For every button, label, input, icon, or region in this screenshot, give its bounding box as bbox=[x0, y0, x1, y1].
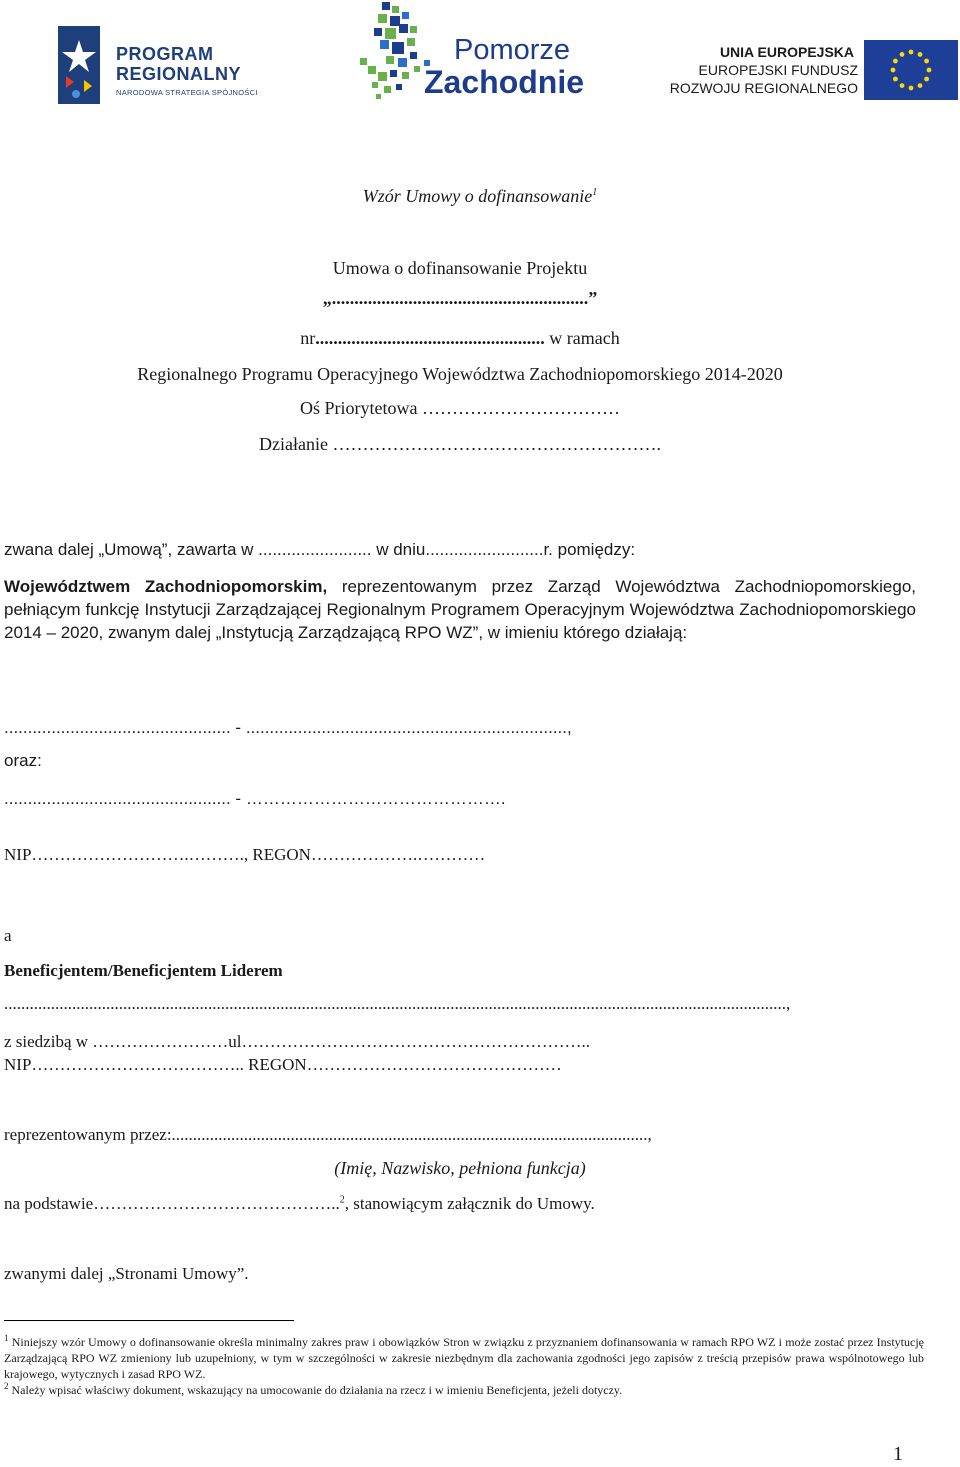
program-line: Regionalnego Programu Operacyjnego Województwa Zachodniopomorskiego 2014-2020 bbox=[137, 364, 783, 384]
voivodeship-description: reprezentowanym przez Zarząd Województwa Zachodniopomorskiego, pełniącym funkcję Instytucji Zarządzającej Regionalnym Programem Operacyjnym Województwa Zachodniopomorskiego 2014 – 2020, zwanym dalej „Instytucją Zarządzającą RPO WZ”, w imieniu którego działają: bbox=[4, 577, 917, 642]
pomorze-logo-line1: Pomorze bbox=[454, 34, 571, 66]
contract-intro: zwana dalej „Umową”, zawarta w ........................ w dniu.........................r. pomiędzy: bbox=[4, 540, 636, 559]
document-subtitle bbox=[0, 186, 960, 207]
seat-line: z siedzibą w ……………………ul…………………………………………………….. bbox=[4, 1032, 590, 1051]
nip-regon-line-2: NIP……………………………….. REGON……………………………………… bbox=[4, 1055, 562, 1074]
footnote-separator bbox=[4, 1320, 294, 1321]
footnote-ref-1[interactable]: 1 bbox=[592, 187, 598, 198]
eu-logo bbox=[666, 40, 958, 102]
nip-regon-line: NIP……………………….………., REGON……………….………… bbox=[4, 845, 486, 864]
represented-by-line: reprezentowanym przez:................................................................................................................, bbox=[4, 1125, 652, 1144]
program-logo-line3: NARODOWA STRATEGIA SPÓJNOŚCI bbox=[116, 88, 258, 97]
action-line: Działanie ………………………………………………. bbox=[259, 434, 661, 454]
footnote-1-number: 1 bbox=[4, 1333, 9, 1343]
page-number: 1 bbox=[893, 1443, 903, 1465]
pomorze-zachodnie-logo bbox=[352, 0, 602, 105]
program-logo-line2: REGIONALNY bbox=[116, 64, 242, 84]
eu-flag-icon bbox=[864, 40, 958, 100]
eu-logo-line2: EUROPEJSKI FUNDUSZ bbox=[698, 62, 858, 78]
representative-2-line: ................................................ - ………………………………………. bbox=[4, 789, 506, 808]
oraz-label: oraz: bbox=[4, 751, 42, 770]
footnote-2 bbox=[4, 1382, 924, 1398]
beneficiary-heading: Beneficjentem/Beneficjentem Liderem bbox=[4, 961, 283, 980]
basis-line bbox=[4, 1194, 595, 1214]
footnote-1 bbox=[4, 1334, 924, 1382]
beneficiary-name-line: ........................................................................................................................................................................................, bbox=[4, 994, 791, 1013]
footnote-2-text: Należy wpisać właściwy dokument, wskazujący na umocowanie do działania na rzecz i w imieniu Beneficjenta, jeżeli dotyczy. bbox=[11, 1383, 623, 1397]
footnote-1-text: Niniejszy wzór Umowy o dofinansowanie określa minimalny zakres praw i obowiązków Stron w związku z przyznaniem dofinansowania w ramach RPO WZ i może zostać przez Instytucję Zarządzającą RPO WZ zmieniony lub uzupełniony, w tym w szczególności w zakresie niezbędnym dla zachowania zgodności jego zapisów z treścią przepisów prawa wspólnotowego lub krajowego, wytycznych i zasad RPO WZ. bbox=[4, 1335, 924, 1381]
basis-text: na podstawie…………………………………….. bbox=[4, 1194, 340, 1213]
project-name-placeholder: „.........................................................” bbox=[322, 288, 598, 308]
nr-prefix: nr bbox=[300, 328, 316, 348]
program-star-icon bbox=[54, 26, 104, 104]
nr-placeholder: ................................................... bbox=[315, 328, 545, 348]
a-label: a bbox=[4, 926, 12, 945]
priority-axis-line: Oś Priorytetowa …………………………… bbox=[300, 398, 620, 418]
parties-line: zwanymi dalej „Stronami Umowy”. bbox=[4, 1264, 249, 1283]
footnote-ref-2[interactable]: 2 bbox=[339, 1194, 345, 1206]
program-logo-line1: PROGRAM bbox=[116, 44, 214, 64]
eu-logo-line3: ROZWOJU REGIONALNEGO bbox=[669, 80, 858, 96]
footnote-2-number: 2 bbox=[4, 1381, 9, 1391]
representative-1-line: ................................................ - ...................................................................., bbox=[4, 718, 572, 737]
voivodeship-paragraph bbox=[4, 575, 916, 644]
document-title: Umowa o dofinansowanie Projektu bbox=[332, 258, 588, 278]
represented-by-hint: (Imię, Nazwisko, pełniona funkcja) bbox=[334, 1158, 586, 1178]
eu-logo-line1: UNIA EUROPEJSKA bbox=[719, 44, 854, 60]
basis-suffix: , stanowiącym załącznik do Umowy. bbox=[344, 1194, 595, 1213]
contract-number-line bbox=[0, 328, 920, 349]
subtitle-text: Wzór Umowy o dofinansowanie bbox=[362, 186, 593, 206]
nr-suffix: w ramach bbox=[549, 328, 620, 348]
pomorze-logo-line2: Zachodnie bbox=[424, 64, 585, 100]
program-regionalny-logo bbox=[54, 20, 294, 110]
voivodeship-name: Województwem Zachodniopomorskim, bbox=[4, 577, 328, 596]
